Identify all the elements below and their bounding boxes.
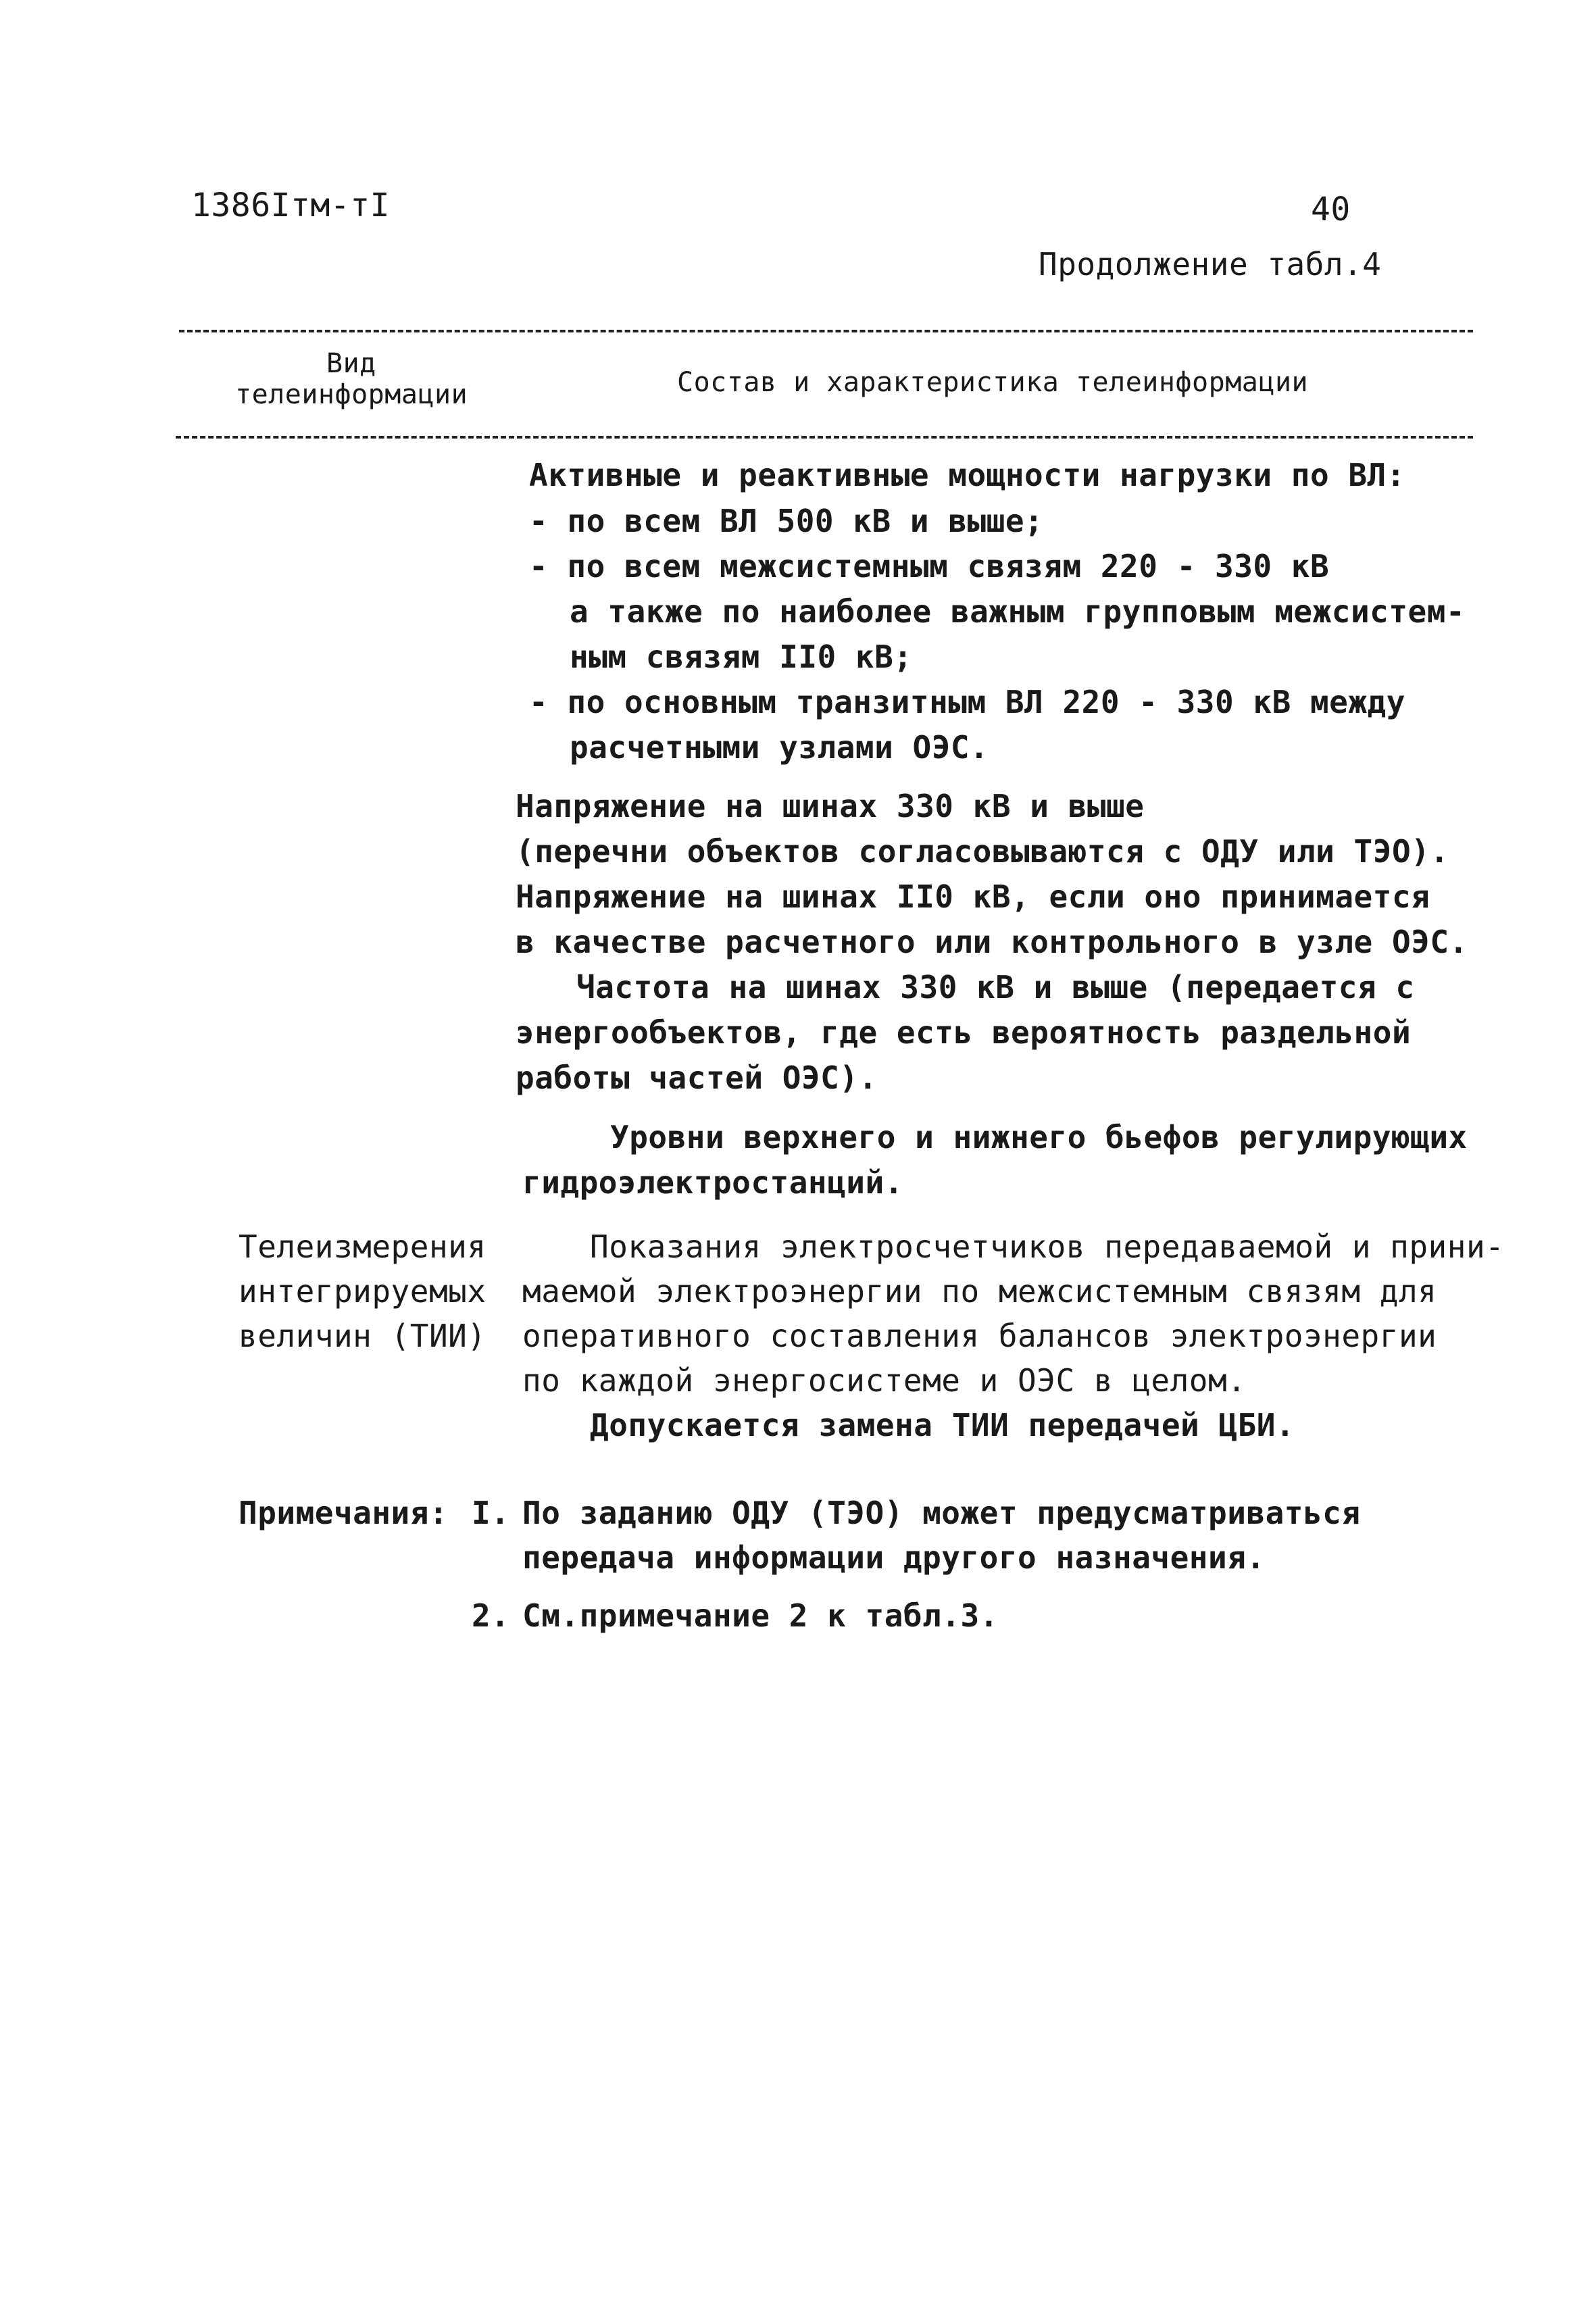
text-line: энергообъектов, где есть вероятность раздельной bbox=[516, 1014, 1412, 1051]
column-header-type-line1: Вид bbox=[326, 348, 376, 379]
note-1-line2: передача информации другого назначения. bbox=[522, 1539, 1266, 1576]
text-line: по каждой энергосистеме и ОЭС в целом. bbox=[522, 1362, 1247, 1399]
notes-label: Примечания: bbox=[239, 1495, 449, 1531]
note-1-line1: По заданию ОДУ (ТЭО) может предусматриваться bbox=[522, 1495, 1361, 1531]
text-line: гидроэлектростанций. bbox=[522, 1164, 903, 1201]
tii-label-line2: интегрируемых bbox=[239, 1273, 487, 1310]
note-2-number: 2. bbox=[472, 1597, 510, 1634]
column-header-type-line2: телеинформации bbox=[235, 379, 468, 410]
text-line: оперативного составления балансов электроэнергии bbox=[522, 1318, 1437, 1354]
page-number: 40 bbox=[1311, 191, 1351, 228]
text-line: а также по наиболее важным групповым межсистем- bbox=[570, 593, 1466, 630]
text-line: маемой электроэнергии по межсистемным связям для bbox=[522, 1273, 1437, 1310]
table-top-rule bbox=[179, 330, 1473, 332]
text-line: Активные и реактивные мощности нагрузки по ВЛ: bbox=[529, 457, 1405, 493]
text-line: ным связям II0 кВ; bbox=[570, 639, 913, 675]
text-line: работы частей ОЭС). bbox=[516, 1060, 878, 1096]
text-line: Допускается замена ТИИ передачей ЦБИ. bbox=[590, 1407, 1295, 1443]
note-2-text: См.примечание 2 к табл.3. bbox=[522, 1597, 999, 1634]
text-line: расчетными узлами ОЭС. bbox=[570, 729, 989, 766]
text-line: Показания электросчетчиков передаваемой и прини- bbox=[590, 1228, 1505, 1265]
text-line: - по основным транзитным ВЛ 220 - 330 кВ между bbox=[529, 684, 1405, 720]
table-header-rule bbox=[176, 436, 1473, 439]
text-line: в качестве расчетного или контрольного в узле ОЭС. bbox=[516, 924, 1468, 960]
table-continuation-label: Продолжение табл.4 bbox=[1039, 246, 1382, 282]
text-line: Напряжение на шинах II0 кВ, если оно принимается bbox=[516, 878, 1430, 915]
text-line: Напряжение на шинах 330 кВ и выше bbox=[516, 788, 1145, 824]
column-header-composition: Состав и характеристика телеинформации bbox=[677, 367, 1309, 398]
note-1-number: I. bbox=[472, 1495, 510, 1531]
document-code: 1386Iтм-тI bbox=[191, 186, 390, 224]
text-line: - по всем межсистемным связям 220 - 330 кВ bbox=[529, 548, 1330, 584]
text-line: Частота на шинах 330 кВ и выше (передается с bbox=[576, 969, 1415, 1005]
tii-label-line3: величин (ТИИ) bbox=[239, 1318, 487, 1354]
text-line: Уровни верхнего и нижнего бьефов регулирующих bbox=[610, 1119, 1468, 1155]
text-line: - по всем ВЛ 500 кВ и выше; bbox=[529, 503, 1044, 539]
tii-label-line1: Телеизмерения bbox=[239, 1228, 487, 1265]
text-line: (перечни объектов согласовываются с ОДУ или ТЭО). bbox=[516, 833, 1449, 870]
